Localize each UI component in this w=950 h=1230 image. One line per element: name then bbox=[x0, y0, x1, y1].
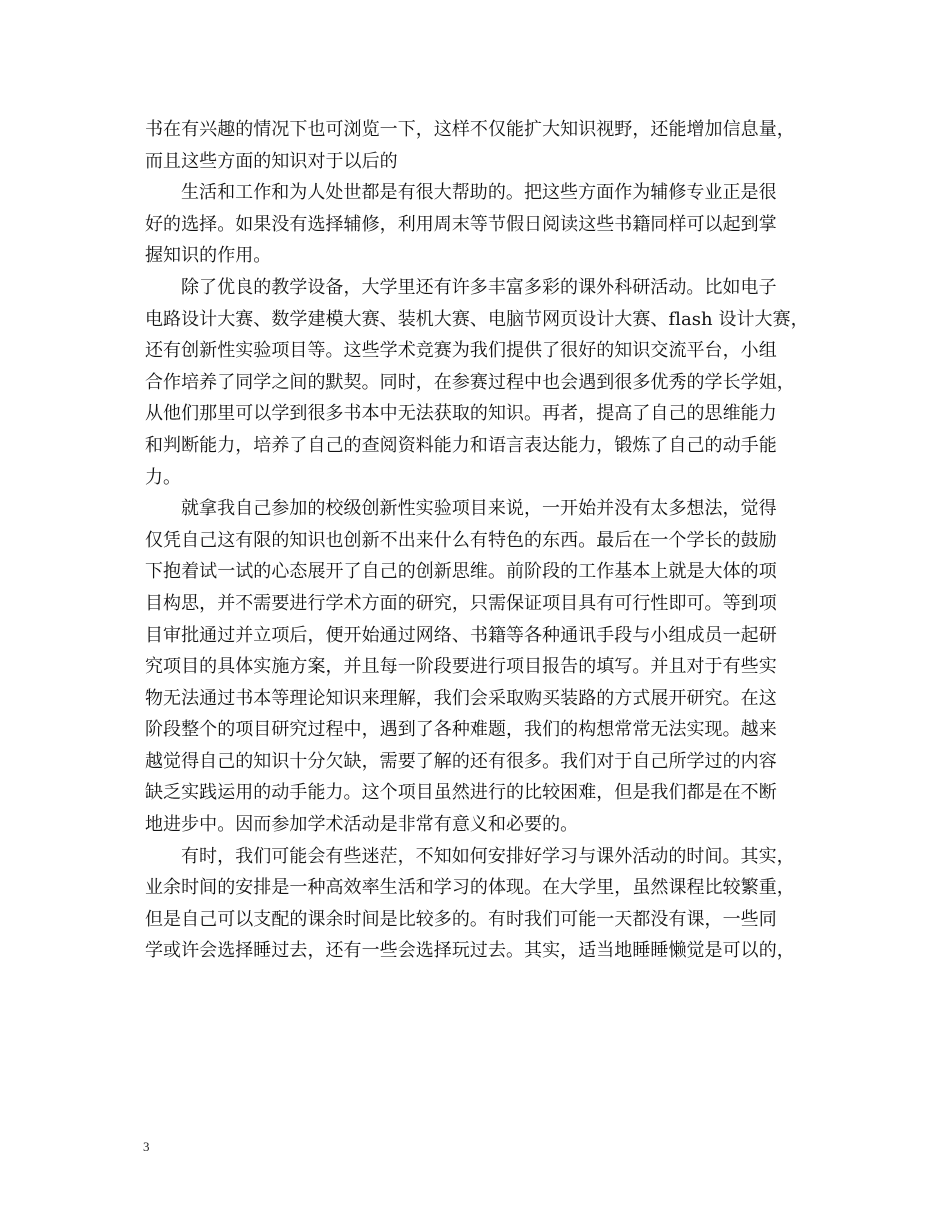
text-line: 就拿我自己参加的校级创新性实验项目来说，一开始并没有太多想法，觉得 bbox=[181, 498, 777, 520]
text-line: 目审批通过并立项后，便开始通过网络、书籍等各种通讯手段与小组成员一起研 bbox=[145, 624, 777, 646]
text-line: 学或许会选择睡过去，还有一些会选择玩过去。其实，适当地睡睡懒觉是可以的， bbox=[145, 940, 795, 962]
text-line: 目构思，并不需要进行学术方面的研究，只需保证项目具有可行性即可。等到项 bbox=[145, 592, 777, 614]
text-line: 还有创新性实验项目等。这些学术竞赛为我们提供了很好的知识交流平台，小组 bbox=[145, 340, 777, 362]
text-line: 业余时间的安排是一种高效率生活和学习的体现。在大学里，虽然课程比较繁重， bbox=[145, 877, 795, 899]
text-line: 地进步中。因而参加学术活动是非常有意义和必要的。 bbox=[145, 814, 579, 836]
text-line: 握知识的作用。 bbox=[145, 245, 272, 267]
text-line: 从他们那里可以学到很多书本中无法获取的知识。再者，提高了自己的思维能力 bbox=[145, 403, 777, 425]
paragraph bbox=[145, 177, 825, 272]
text-line: 缺乏实践运用的动手能力。这个项目虽然进行的比较困难，但是我们都是在不断 bbox=[145, 782, 777, 804]
paragraph bbox=[145, 272, 825, 493]
paragraph bbox=[145, 114, 825, 177]
text-line: 和判断能力，培养了自己的查阅资料能力和语言表达能力，锻炼了自己的动手能 bbox=[145, 434, 777, 456]
text-line: 好的选择。如果没有选择辅修，利用周末等节假日阅读这些书籍同样可以起到掌 bbox=[145, 213, 777, 235]
text-line: 阶段整个的项目研究过程中，遇到了各种难题，我们的构想常常无法实现。越来 bbox=[145, 719, 777, 741]
text-line: 除了优良的教学设备，大学里还有许多丰富多彩的课外科研活动。比如电子 bbox=[181, 276, 777, 298]
text-line: 物无法通过书本等理论知识来理解，我们会采取购买装路的方式展开研究。在这 bbox=[145, 687, 777, 709]
text-line: 生活和工作和为人处世都是有很大帮助的。把这些方面作为辅修专业正是很 bbox=[181, 182, 777, 204]
document-body bbox=[145, 114, 825, 967]
text-line: 下抱着试一试的心态展开了自己的创新思维。前阶段的工作基本上就是大体的项 bbox=[145, 561, 777, 583]
paragraph bbox=[145, 841, 825, 967]
text-line: 书在有兴趣的情况下也可浏览一下，这样不仅能扩大知识视野，还能增加信息量， bbox=[145, 119, 795, 140]
page-number: 3 bbox=[143, 1139, 150, 1154]
text-line: 但是自己可以支配的课余时间是比较多的。有时我们可能一天都没有课，一些同 bbox=[145, 908, 777, 930]
text-line: 有时，我们可能会有些迷茫，不知如何安排好学习与课外活动的时间。其实， bbox=[181, 845, 795, 867]
paragraph bbox=[145, 493, 825, 841]
text-line: 而且这些方面的知识对于以后的 bbox=[145, 150, 398, 172]
text-line: 究项目的具体实施方案，并且每一阶段要进行项目报告的填写。并且对于有些实 bbox=[145, 656, 777, 678]
text-line: 越觉得自己的知识十分欠缺，需要了解的还有很多。我们对于自己所学过的内容 bbox=[145, 750, 777, 772]
text-line: 合作培养了同学之间的默契。同时，在参赛过程中也会遇到很多优秀的学长学姐， bbox=[145, 371, 795, 393]
text-line: 电路设计大赛、数学建模大赛、装机大赛、电脑节网页设计大赛、flash 设计大赛， bbox=[145, 308, 809, 330]
text-line: 力。 bbox=[145, 466, 182, 488]
text-line: 仅凭自己这有限的知识也创新不出来什么有特色的东西。最后在一个学长的鼓励 bbox=[145, 529, 777, 551]
